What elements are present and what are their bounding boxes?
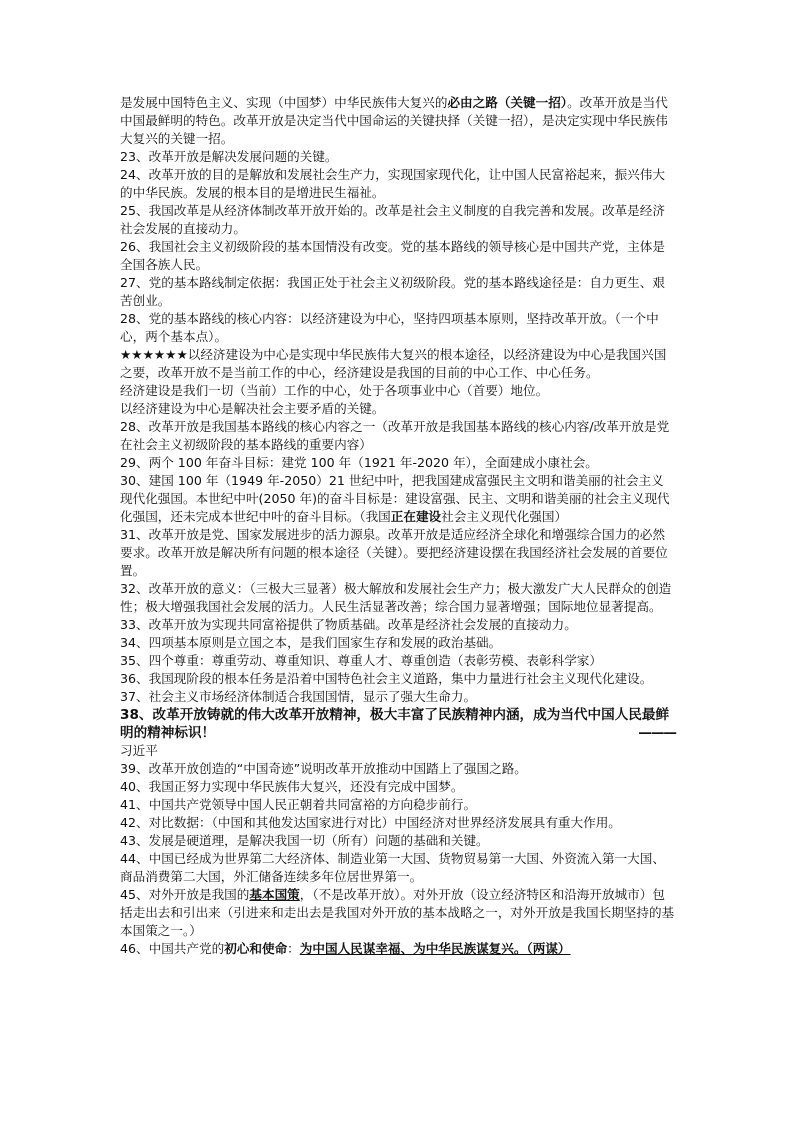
item-41: 41、中国共产党领导中国人民正朝着共同富裕的方向稳步前行。 [120, 797, 477, 812]
text: 30、建国 100 年（1949 年-2050）21 世纪中叶，把我国建成富强民主文明和谐美丽的社会主义现代化强国。本世纪中叶(2050 年)的奋斗目标是：建设富强、民主、文明和谐美丽的社会主义现代化强国，还未完成本世纪中叶的奋斗目标。（我国 [120, 473, 670, 524]
quote-dash: ——— [638, 725, 676, 741]
economic-key-note: 以经济建设为中心是解决社会主要矛盾的关键。 [120, 401, 385, 416]
item-24: 24、改革开放的目的是解放和发展社会生产力，实现国家现代化，让中国人民富裕起来，振兴伟大的中华民族。发展的根本目的是增进民生福祉。 [120, 167, 665, 200]
star-note: ★★★★★★以经济建设为中心是实现中华民族伟大复兴的根本途径，以经济建设为中心是我国兴国之要，改革开放不是当前工作的中心，经济建设是我国的目前的中心工作、中心任务。 [120, 347, 667, 380]
text: 46、中国共产党的 [120, 941, 225, 956]
item-34: 34、四项基本原则是立国之本，是我们国家生存和发展的政治基础。 [120, 635, 502, 650]
text: 社会主义现代化强国） [441, 509, 568, 524]
economic-center-note: 经济建设是我们一切（当前）工作的中心，处于各项事业中心（首要）地位。 [120, 383, 549, 398]
item-46 [120, 940, 676, 958]
text: ： [287, 941, 300, 956]
item-26: 26、我国社会主义初级阶段的基本国情没有改变。党的基本路线的领导核心是中国共产党，主体是全国各族人民。 [120, 239, 665, 272]
item-35: 35、四个尊重：尊重劳动、尊重知识、尊重人才、尊重创造（表彰劳模、表彰科学家） [120, 653, 602, 668]
item-32: 32、改革开放的意义：（三极大三显著）极大解放和发展社会生产力；极大激发广大人民群众的创造性；极大增强我国社会发展的活力。人民生活显著改善；综合国力显著增强；国际地位显著提高。 [120, 581, 672, 614]
item-30 [120, 472, 676, 526]
item-31: 31、改革开放是党、国家发展进步的活力源泉。改革开放是适应经济全球化和增强综合国力的必然要求。改革开放是解决所有问题的根本途径（关键）。要把经济建设摆在我国经济社会发展的首要位置。 [120, 527, 668, 578]
item-33: 33、改革开放为实现共同富裕提供了物质基础。改革是经济社会发展的直接动力。 [120, 617, 577, 632]
item-28-core: 28、党的基本路线的核心内容：以经济建设为中心，坚持四项基本原则，坚持改革开放。（一个中心，两个基本点）。 [120, 311, 659, 344]
bold-text: 必由之路（关键一招） [447, 95, 568, 110]
item-42: 42、对比数据：（中国和其他发达国家进行对比）中国经济对世界经济发展具有重大作用。 [120, 815, 621, 830]
bold-underlined-text: 为中国人民谋幸福、为中华民族谋复兴。（两谋） [299, 941, 571, 956]
text: 45、对外开放是我国的 [120, 887, 250, 902]
item-44: 44、中国已经成为世界第二大经济体、制造业第一大国、货物贸易第一大国、外资流入第一大国、商品消费第二大国，外汇储备连续多年位居世界第一。 [120, 851, 665, 884]
quote-author: 习近平 [120, 743, 158, 758]
item-29: 29、两个 100 年奋斗目标：建党 100 年（1921 年-2020 年），全面建成小康社会。 [120, 455, 598, 470]
item-25: 25、我国改革是从经济体制改革开放开始的。改革是社会主义制度的自我完善和发展。改革是经济社会发展的直接动力。 [120, 203, 665, 236]
item-28-line: 28、改革开放是我国基本路线的核心内容之一（改革开放是我国基本路线的核心内容/改革开放是党在社会主义初级阶段的基本路线的重要内容） [120, 419, 670, 452]
document-body [120, 94, 676, 958]
paragraph-reform-key [120, 94, 676, 148]
text: 是发展中国特色主义、实现（中国梦）中华民族伟大复兴的 [120, 95, 448, 110]
item-43: 43、发展是硬道理，是解决我国一切（所有）问题的基础和关键。 [120, 833, 489, 848]
item-38-quote [120, 706, 676, 742]
item-27: 27、党的基本路线制定依据：我国正处于社会主义初级阶段。党的基本路线途径是：自力更生、艰苦创业。 [120, 275, 665, 308]
bold-text: 初心和使命 [224, 941, 288, 956]
bold-text: 正在建设 [390, 509, 442, 524]
bold-underlined-text: 基本国策 [249, 887, 300, 902]
item-23: 23、改革开放是解决发展问题的关键。 [120, 149, 338, 164]
item-40: 40、我国正努力实现中华民族伟大复兴，还没有完成中国梦。 [120, 779, 464, 794]
text: ，（不是改革开放）。对外开放（设立经济特区和沿海开放城市）包括走出去和引出来（引进来和走出去是我国对外开放的基本战略之一，对外开放是我国长期坚持的基本国策之一。） [120, 887, 675, 938]
item-37: 37、社会主义市场经济体制适合我国国情，显示了强大生命力。 [120, 689, 477, 704]
item-39: 39、改革开放创造的“中国奇迹”说明改革开放推动中国踏上了强国之路。 [120, 761, 527, 776]
text: 。改革开放是当代中国最鲜明的特色。改革开放是决定当代中国命运的关键抉择（关键一招），是决定实现中华民族伟大复兴的关键一招。 [120, 95, 668, 146]
quote-text: 38、改革开放铸就的伟大改革开放精神，极大丰富了民族精神内涵，成为当代中国人民最鲜明的精神标识！ [120, 707, 670, 741]
item-36: 36、我国现阶段的根本任务是沿着中国特色社会主义道路，集中力量进行社会主义现代化建设。 [120, 671, 653, 686]
item-45 [120, 886, 676, 940]
